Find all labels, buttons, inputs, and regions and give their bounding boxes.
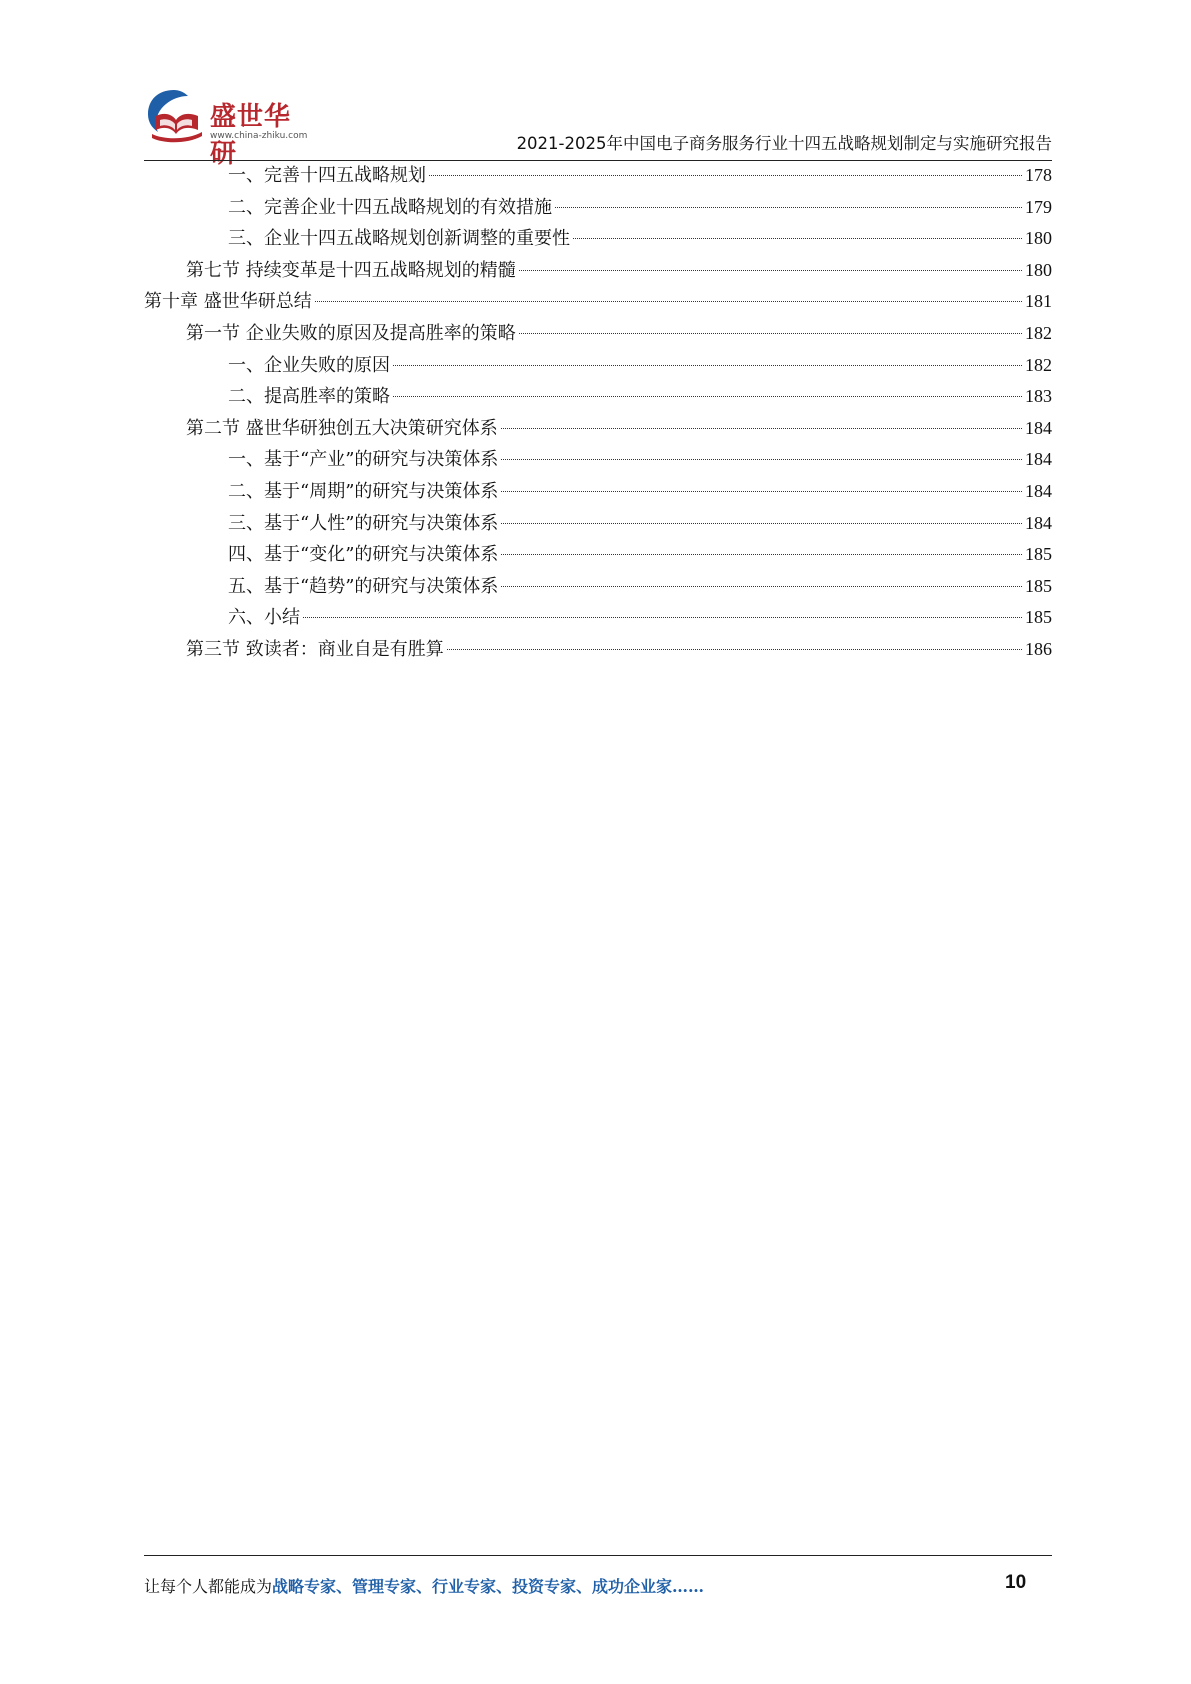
toc-entry-title: 一、企业失败的原因 xyxy=(228,354,390,376)
toc-entry-title: 二、基于“周期”的研究与决策体系 xyxy=(228,480,499,502)
toc-entry-title: 第二节 盛世华研独创五大决策研究体系 xyxy=(186,417,498,439)
toc-entry-page: 184 xyxy=(1025,449,1052,470)
toc-dot-leader xyxy=(555,207,1022,208)
toc-entry[interactable] xyxy=(144,381,1052,413)
toc-entry-page: 179 xyxy=(1025,196,1052,217)
toc-entry-page: 182 xyxy=(1025,354,1052,375)
toc-entry-page: 185 xyxy=(1025,575,1052,596)
toc-entry-title: 第三节 致读者：商业自是有胜算 xyxy=(186,638,444,660)
toc-entry-title: 第一节 企业失败的原因及提高胜率的策略 xyxy=(186,322,516,344)
toc-entry-page: 180 xyxy=(1025,228,1052,249)
toc-dot-leader xyxy=(501,459,1022,460)
toc-entry[interactable] xyxy=(144,444,1052,476)
table-of-contents xyxy=(144,160,1052,666)
toc-dot-leader xyxy=(501,491,1022,492)
toc-entry-page: 182 xyxy=(1025,322,1052,343)
toc-entry-page: 185 xyxy=(1025,607,1052,628)
toc-entry-title: 第十章 盛世华研总结 xyxy=(144,291,312,313)
slogan-highlight: 战略专家、管理专家、行业专家、投资专家、成功企业家…… xyxy=(272,1577,705,1596)
toc-entry[interactable] xyxy=(144,476,1052,508)
toc-entry-page: 183 xyxy=(1025,386,1052,407)
toc-entry-page: 181 xyxy=(1025,291,1052,312)
toc-dot-leader xyxy=(393,365,1022,366)
toc-dot-leader xyxy=(393,396,1022,397)
logo-name: 盛世华研 xyxy=(210,102,292,169)
footer-slogan xyxy=(144,1574,704,1597)
toc-entry-page: 178 xyxy=(1025,165,1052,185)
toc-dot-leader xyxy=(519,333,1022,334)
toc-entry[interactable] xyxy=(144,413,1052,445)
toc-entry-title: 四、基于“变化”的研究与决策体系 xyxy=(228,544,499,566)
toc-dot-leader xyxy=(501,586,1022,587)
toc-entry-page: 184 xyxy=(1025,417,1052,438)
toc-entry-title: 一、基于“产业”的研究与决策体系 xyxy=(228,449,499,471)
toc-entry-page: 185 xyxy=(1025,544,1052,565)
toc-dot-leader xyxy=(501,428,1022,429)
toc-entry[interactable] xyxy=(144,634,1052,666)
page-header xyxy=(144,80,1052,169)
toc-entry-title: 六、小结 xyxy=(228,607,300,629)
toc-dot-leader xyxy=(519,270,1022,271)
toc-entry[interactable] xyxy=(144,286,1052,318)
logo-url: www.china-zhiku.com xyxy=(210,131,308,141)
toc-entry[interactable] xyxy=(144,160,1052,192)
toc-entry-title: 五、基于“趋势”的研究与决策体系 xyxy=(228,575,499,597)
toc-entry-page: 184 xyxy=(1025,480,1052,501)
toc-entry-title: 一、完善十四五战略规划 xyxy=(228,165,426,186)
toc-entry-page: 186 xyxy=(1025,638,1052,659)
toc-entry[interactable] xyxy=(144,508,1052,540)
toc-entry-title: 三、基于“人性”的研究与决策体系 xyxy=(228,512,499,534)
toc-entry[interactable] xyxy=(144,350,1052,382)
toc-entry[interactable] xyxy=(144,255,1052,287)
toc-entry-title: 二、提高胜率的策略 xyxy=(228,386,390,408)
footer-divider xyxy=(144,1555,1052,1556)
toc-dot-leader xyxy=(429,175,1022,176)
toc-entry[interactable] xyxy=(144,571,1052,603)
report-title: 2021-2025年中国电子商务服务行业十四五战略规划制定与实施研究报告 xyxy=(516,134,1052,153)
toc-entry-page: 184 xyxy=(1025,512,1052,533)
toc-entry[interactable] xyxy=(144,223,1052,255)
toc-entry[interactable] xyxy=(144,539,1052,571)
toc-dot-leader xyxy=(447,649,1022,650)
page-number: 10 xyxy=(1005,1572,1027,1593)
toc-entry-title: 第七节 持续变革是十四五战略规划的精髓 xyxy=(186,259,516,281)
toc-entry[interactable] xyxy=(144,192,1052,224)
slogan-prefix: 让每个人都能成为 xyxy=(144,1577,273,1596)
toc-entry-page: 180 xyxy=(1025,259,1052,280)
toc-entry-title: 三、企业十四五战略规划创新调整的重要性 xyxy=(228,228,570,250)
toc-entry-title: 二、完善企业十四五战略规划的有效措施 xyxy=(228,196,552,218)
toc-entry[interactable] xyxy=(144,602,1052,634)
company-logo xyxy=(144,86,314,169)
logo-book-icon xyxy=(144,86,208,146)
toc-dot-leader xyxy=(573,238,1022,239)
toc-dot-leader xyxy=(315,301,1022,302)
toc-dot-leader xyxy=(501,523,1022,524)
toc-entry[interactable] xyxy=(144,318,1052,350)
toc-dot-leader xyxy=(303,617,1022,618)
toc-dot-leader xyxy=(501,554,1022,555)
